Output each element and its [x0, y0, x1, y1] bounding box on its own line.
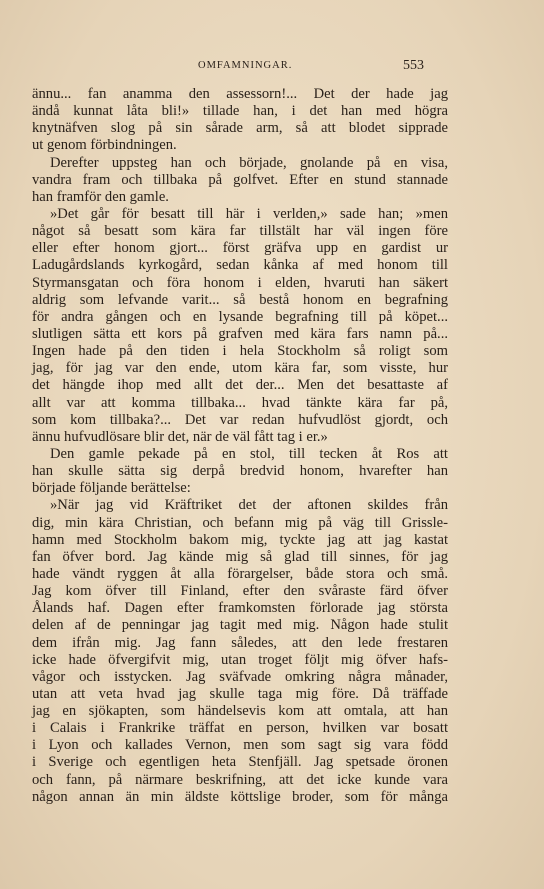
text-line: hade vändt ryggen åt alla förargelser, både stora och små.: [32, 565, 448, 582]
text-line: dem ifrån mig. Jag fann således, att den lede frestaren: [32, 634, 448, 651]
text-line: allt var att komma tillbaka... hvad tänkte kära far på,: [32, 394, 448, 411]
text-line: slutligen sätta ett kors på grafven med kära fars namn på...: [32, 325, 448, 342]
body-text: [32, 86, 448, 806]
text-line: fan öfver bord. Jag kände mig så glad till sinnes, för jag: [32, 548, 448, 565]
text-line: dig, min kära Christian, och befann mig på väg till Grissle-: [32, 514, 448, 531]
text-line: aldrig som lefvande varit... så bestå honom en begrafning: [32, 291, 448, 308]
text-line: Ladugårdslands kyrkogård, sedan kånka af med honom till: [32, 257, 448, 274]
text-line: något så besatt som kära far tillstält har väl ingen före: [32, 223, 448, 240]
text-line: jag, för jag var den ende, utom kära far, som visste, hur: [32, 360, 448, 377]
text-line: Derefter uppsteg han och började, gnolande på en visa,: [50, 154, 448, 171]
text-line: ännu hufvudlösare blir det, när de väl fått tag i er.»: [32, 428, 328, 445]
text-line: han framför den gamle.: [32, 188, 169, 205]
text-line: icke hade öfvergifvit mig, utan troget följt mig öfver hafs-: [32, 651, 448, 668]
text-line: det hängde ihop med allt det der... Men det besattaste af: [32, 377, 448, 394]
running-title: OMFAMNINGAR.: [198, 60, 293, 71]
text-line: i Sverige och egentligen heta Stenfjäll. Jag spetsade öronen: [32, 754, 448, 771]
text-line: knytnäfven slog på sin sårade arm, så att blodet sipprade: [32, 120, 448, 137]
text-line: ännu... fan anamma den assessorn!... Det der hade jag: [32, 86, 448, 102]
text-line: någon annan än min äldste köttslige broder, som för många: [32, 788, 448, 805]
text-line: Jag kom öfver till Finland, efter den svåraste färd öfver: [32, 583, 448, 600]
text-line: »Det går för besatt till här i verlden,» sade han; »men: [50, 205, 448, 222]
text-line: i Lyon och kallades Vernon, men som sagt sig vara född: [32, 737, 448, 754]
text-line: började följande berättelse:: [32, 480, 191, 497]
text-line: Ingen hade på den tiden i hela Stockholm så roligt som: [32, 343, 448, 360]
text-line: ut genom förbindningen.: [32, 137, 177, 154]
text-line: för andra gången och en lysande begrafning till på köpet...: [32, 308, 448, 325]
text-line: delen af de penningar jag tagit med mig. Någon hade stulit: [32, 617, 448, 634]
text-line: hamn med Stockholm bakom mig, tyckte jag att jag kastat: [32, 531, 448, 548]
text-line: Den gamle pekade på en stol, till tecken åt Ros att: [50, 445, 448, 462]
page-header: [0, 58, 544, 78]
text-line: Styrmansgatan och föra honom i elden, hvaruti han säkert: [32, 274, 448, 291]
text-line: eller efter honom gjort... först gräfva upp en gardist ur: [32, 240, 448, 257]
text-line: vandra fram och tillbaka på golfvet. Efter en stund stannade: [32, 171, 448, 188]
text-line: och fann, på närmare beskrifning, att det icke kunde vara: [32, 771, 448, 788]
text-line: jag en sjökapten, som händelsevis kom att omtala, att han: [32, 703, 448, 720]
text-line: vågor och isstycken. Jag sväfvade omkring några månader,: [32, 668, 448, 685]
text-line: »När jag vid Kräftriket det der aftonen skildes från: [50, 497, 448, 514]
text-line: han skulle sätta sig derpå bredvid honom, hvarefter han: [32, 463, 448, 480]
text-line: som kom tillbaka?... Det var redan hufvudlöst gjordt, och: [32, 411, 448, 428]
text-line: i Calais i Frankrike träffat en person, hvilken var bosatt: [32, 720, 448, 737]
page-number: 553: [403, 58, 424, 73]
text-line: Ålands haf. Dagen efter framkomsten förlorade jag största: [32, 600, 448, 617]
text-line: ändå kunnat låta bli!» tillade han, i det han med högra: [32, 103, 448, 120]
text-line: utan att veta hvad jag skulle taga mig före. Då träffade: [32, 685, 448, 702]
